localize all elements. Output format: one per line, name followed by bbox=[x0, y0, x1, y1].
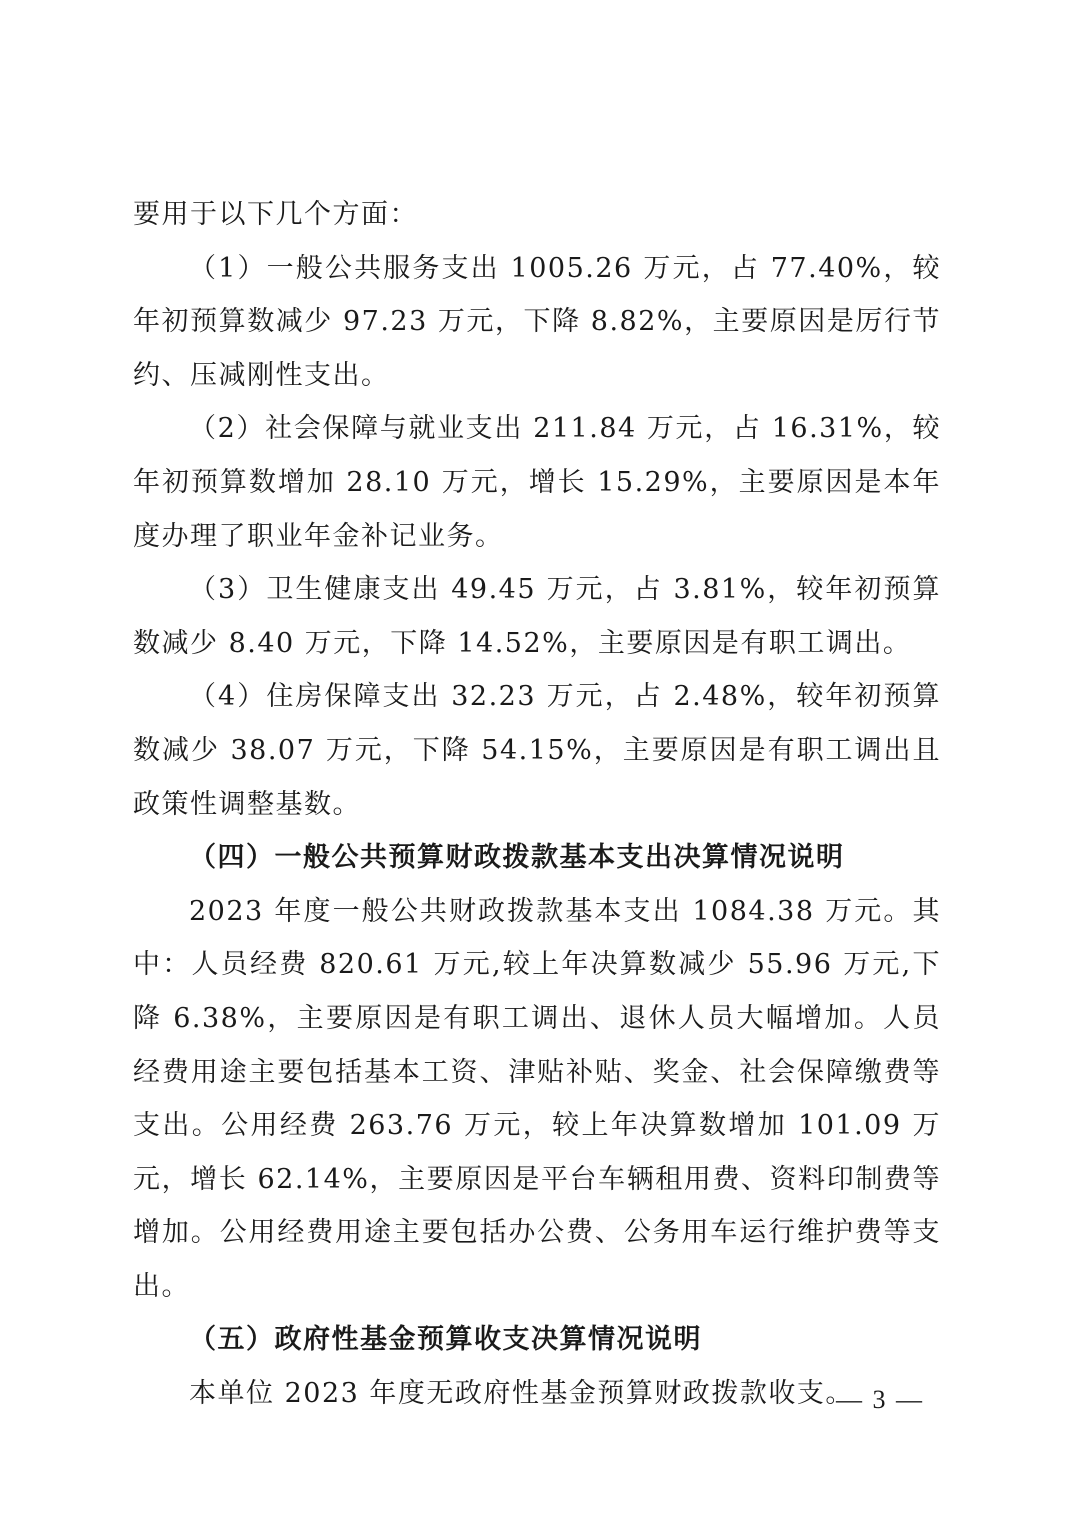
paragraph-government-fund: 本单位 2023 年度无政府性基金预算财政拨款收支。 bbox=[189, 1378, 854, 1410]
paragraph-general-public-service: （1）一般公共服务支出 1005.26 万元，占 77.40%，较年初预算数减少 97.23 万元，下降 8.82%，主要原因是厉行节约、压减刚性支出。 bbox=[133, 252, 941, 391]
paragraph-social-security: （2）社会保障与就业支出 211.84 万元，占 16.31%，较年初预算数增加 28.10 万元，增长 15.29%，主要原因是本年度办理了职业年金补记业务。 bbox=[133, 413, 941, 552]
document-body bbox=[133, 188, 941, 1421]
section-heading-basic-expenditure: （四）一般公共预算财政拨款基本支出决算情况说明 bbox=[189, 842, 845, 874]
paragraph-housing: （4）住房保障支出 32.23 万元，占 2.48%，较年初预算数减少 38.07 万元，下降 54.15%，主要原因是有职工调出且政策性调整基数。 bbox=[133, 681, 941, 820]
paragraph-basic-expenditure: 2023 年度一般公共财政拨款基本支出 1084.38 万元。其中：人员经费 820.61 万元,较上年决算数减少 55.96 万元,下降 6.38%，主要原因是有职工调出、退休人员大幅增加。人员经费用途主要包括基本工资、津贴补贴、奖金、社会保障缴费等支出。公用经费 263.76 万元，较上年决算数增加 101.09 万元，增长 62.14%，主要原因是平台车辆租用费、资料印制费等增加。公用经费用途主要包括办公费、公务用车运行维护费等支出。 bbox=[133, 895, 941, 1302]
paragraph-intro: 要用于以下几个方面： bbox=[133, 199, 418, 230]
section-heading-government-fund: （五）政府性基金预算收支决算情况说明 bbox=[189, 1324, 702, 1356]
paragraph-health: （3）卫生健康支出 49.45 万元，占 3.81%，较年初预算数减少 8.40 万元，下降 14.52%，主要原因是有职工调出。 bbox=[133, 574, 941, 659]
page-number: — 3 — bbox=[836, 1385, 924, 1414]
